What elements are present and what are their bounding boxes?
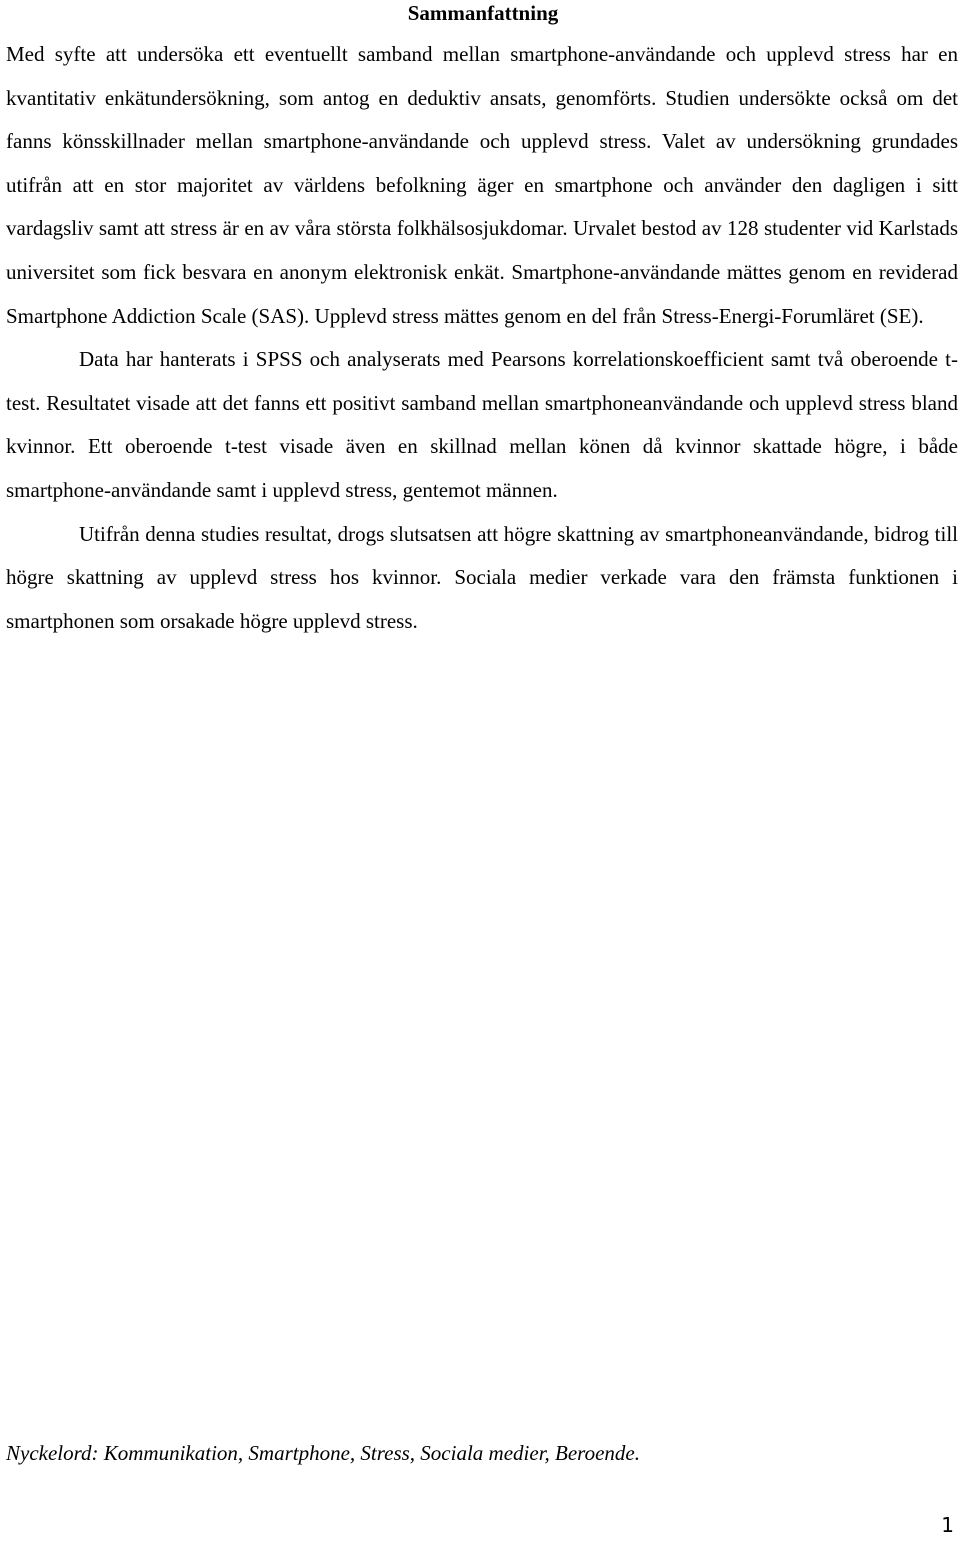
page-title: Sammanfattning — [407, 1, 559, 25]
keywords-line: Nyckelord: Kommunikation, Smartphone, Stress, Sociala medier, Beroende. — [6, 1441, 640, 1465]
paragraph-3: Utifrån denna studies resultat, drogs slutsatsen att högre skattning av smartphoneanvändande, bidrog till högre skattning av upplevd stress hos kvinnor. Sociala medier verkade vara den främsta funktionen i smartphonen som orsakade högre upplevd stress. — [6, 521, 958, 633]
abstract-body — [6, 33, 958, 643]
page-number: 1 — [941, 1513, 954, 1537]
paragraph-2: Data har hanterats i SPSS och analyserats med Pearsons korrelationskoefficient samt två oberoende t-test. Resultatet visade att det fanns ett positivt samband mellan smartphoneanvändande och upplevd stress bland kvinnor. Ett oberoende t-test visade även en skillnad mellan könen då kvinnor skattade högre, i både smartphone-användande samt i upplevd stress, gentemot männen. — [6, 347, 958, 502]
paragraph-1: Med syfte att undersöka ett eventuellt samband mellan smartphone-användande och upplevd stress har en kvantitativ enkätundersökning, som antog en deduktiv ansats, genomförts. Studien undersökte också om det fanns könsskillnader mellan smartphone-användande och upplevd stress. Valet av undersökning grundades utifrån att en stor majoritet av världens befolkning äger en smartphone och använder den dagligen i sitt vardagsliv samt att stress är en av våra största folkhälsosjukdomar. Urvalet bestod av 128 studenter vid Karlstads universitet som fick besvara en anonym elektronisk enkät. Smartphone-användande mättes genom en reviderad Smartphone Addiction Scale (SAS). Upplevd stress mättes genom en del från Stress-Energi-Forumläret (SE). — [6, 42, 958, 328]
